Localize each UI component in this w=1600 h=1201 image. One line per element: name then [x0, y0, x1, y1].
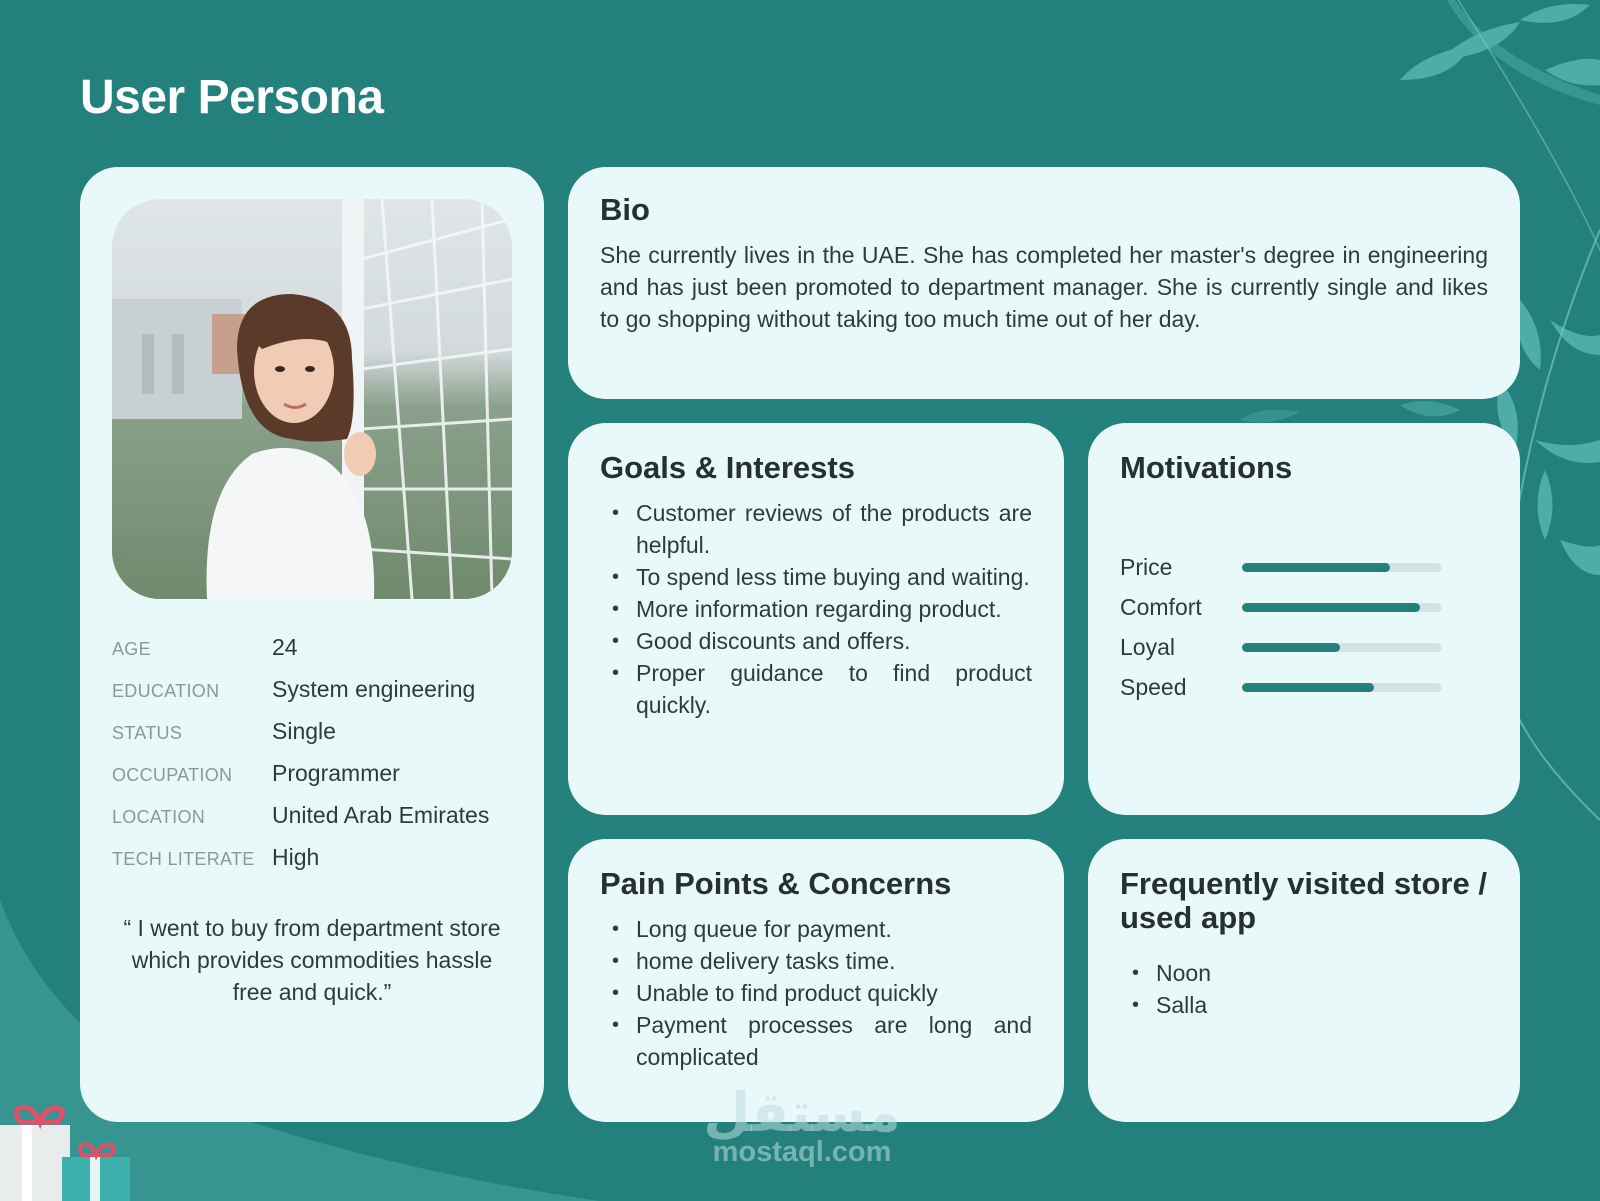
motivations-title: Motivations [1120, 450, 1293, 485]
goals-card [568, 423, 1064, 815]
motivation-bar [1242, 603, 1442, 612]
motivations-card [1088, 423, 1520, 815]
pain-points-title: Pain Points & Concerns [600, 866, 952, 901]
info-label: AGE [112, 639, 151, 659]
persona-photo-illustration [112, 199, 512, 599]
info-row-education [112, 676, 522, 718]
goals-title: Goals & Interests [600, 450, 855, 485]
bio-card [568, 167, 1520, 399]
motivation-label: Speed [1120, 673, 1187, 700]
info-value: High [272, 844, 320, 870]
persona-quote: “ I went to buy from department store which provides commodities hassle free and quick.” [123, 915, 501, 1005]
motivation-bar-fill [1242, 643, 1340, 652]
motivation-row-comfort [1120, 587, 1488, 627]
motivation-bar [1242, 683, 1442, 692]
motivation-bar-fill [1242, 603, 1420, 612]
watermark-logo: مستقل [703, 1081, 901, 1144]
watermark-url: mostaql.com [712, 1136, 892, 1168]
list-item: • home delivery tasks time. [600, 945, 1032, 977]
persona-photo [112, 199, 512, 599]
page-title: User Persona [80, 71, 384, 124]
info-value: Single [272, 718, 336, 744]
motivation-label: Loyal [1120, 633, 1175, 660]
pain-points-list [600, 913, 1032, 1073]
list-item: • Customer reviews of the products are helpful. [600, 497, 1032, 561]
profile-card [80, 167, 544, 1122]
list-item: • Salla [1120, 989, 1488, 1021]
list-item: • Proper guidance to find product quickly. [600, 657, 1032, 721]
watermark [682, 1081, 922, 1168]
stores-list [1120, 957, 1488, 1021]
motivation-row-speed [1120, 667, 1488, 707]
info-row-location [112, 802, 522, 844]
list-item: • To spend less time buying and waiting. [600, 561, 1032, 593]
stores-title: Frequently visited store / used app [1120, 866, 1487, 936]
motivations-list [1120, 547, 1488, 707]
info-label: OCCUPATION [112, 765, 233, 785]
list-item: • Payment processes are long and complicated [600, 1009, 1032, 1073]
motivation-bar-fill [1242, 563, 1390, 572]
info-row-age [112, 634, 522, 676]
bio-text: She currently lives in the UAE. She has completed her master's degree in engineering and has just been promoted to department manager. She is currently single and likes to go shopping without taking too much time out of her day. [600, 242, 1488, 333]
motivation-label: Comfort [1120, 593, 1202, 620]
motivation-bar [1242, 643, 1442, 652]
motivation-label: Price [1120, 553, 1173, 580]
goals-list [600, 497, 1032, 721]
motivation-row-price [1120, 547, 1488, 587]
pain-points-card [568, 839, 1064, 1122]
gift-box-icon [0, 1108, 130, 1201]
list-item: • Good discounts and offers. [600, 625, 1032, 657]
list-item: • Noon [1120, 957, 1488, 989]
info-row-tech-literate [112, 844, 522, 886]
stores-card [1088, 839, 1520, 1122]
info-label: TECH LITERATE [112, 849, 255, 869]
info-value: System engineering [272, 676, 476, 702]
motivation-row-loyal [1120, 627, 1488, 667]
info-value: 24 [272, 634, 298, 660]
info-label: STATUS [112, 723, 183, 743]
motivation-bar-fill [1242, 683, 1374, 692]
info-value: Programmer [272, 760, 400, 786]
info-row-occupation [112, 760, 522, 802]
info-value: United Arab Emirates [272, 802, 490, 828]
motivation-bar [1242, 563, 1442, 572]
list-item: • Unable to find product quickly [600, 977, 1032, 1009]
info-label: LOCATION [112, 807, 206, 827]
info-row-status [112, 718, 522, 760]
list-item: • More information regarding product. [600, 593, 1032, 625]
bio-title: Bio [600, 192, 650, 227]
list-item: • Long queue for payment. [600, 913, 1032, 945]
persona-info [112, 634, 522, 886]
info-label: EDUCATION [112, 681, 220, 701]
